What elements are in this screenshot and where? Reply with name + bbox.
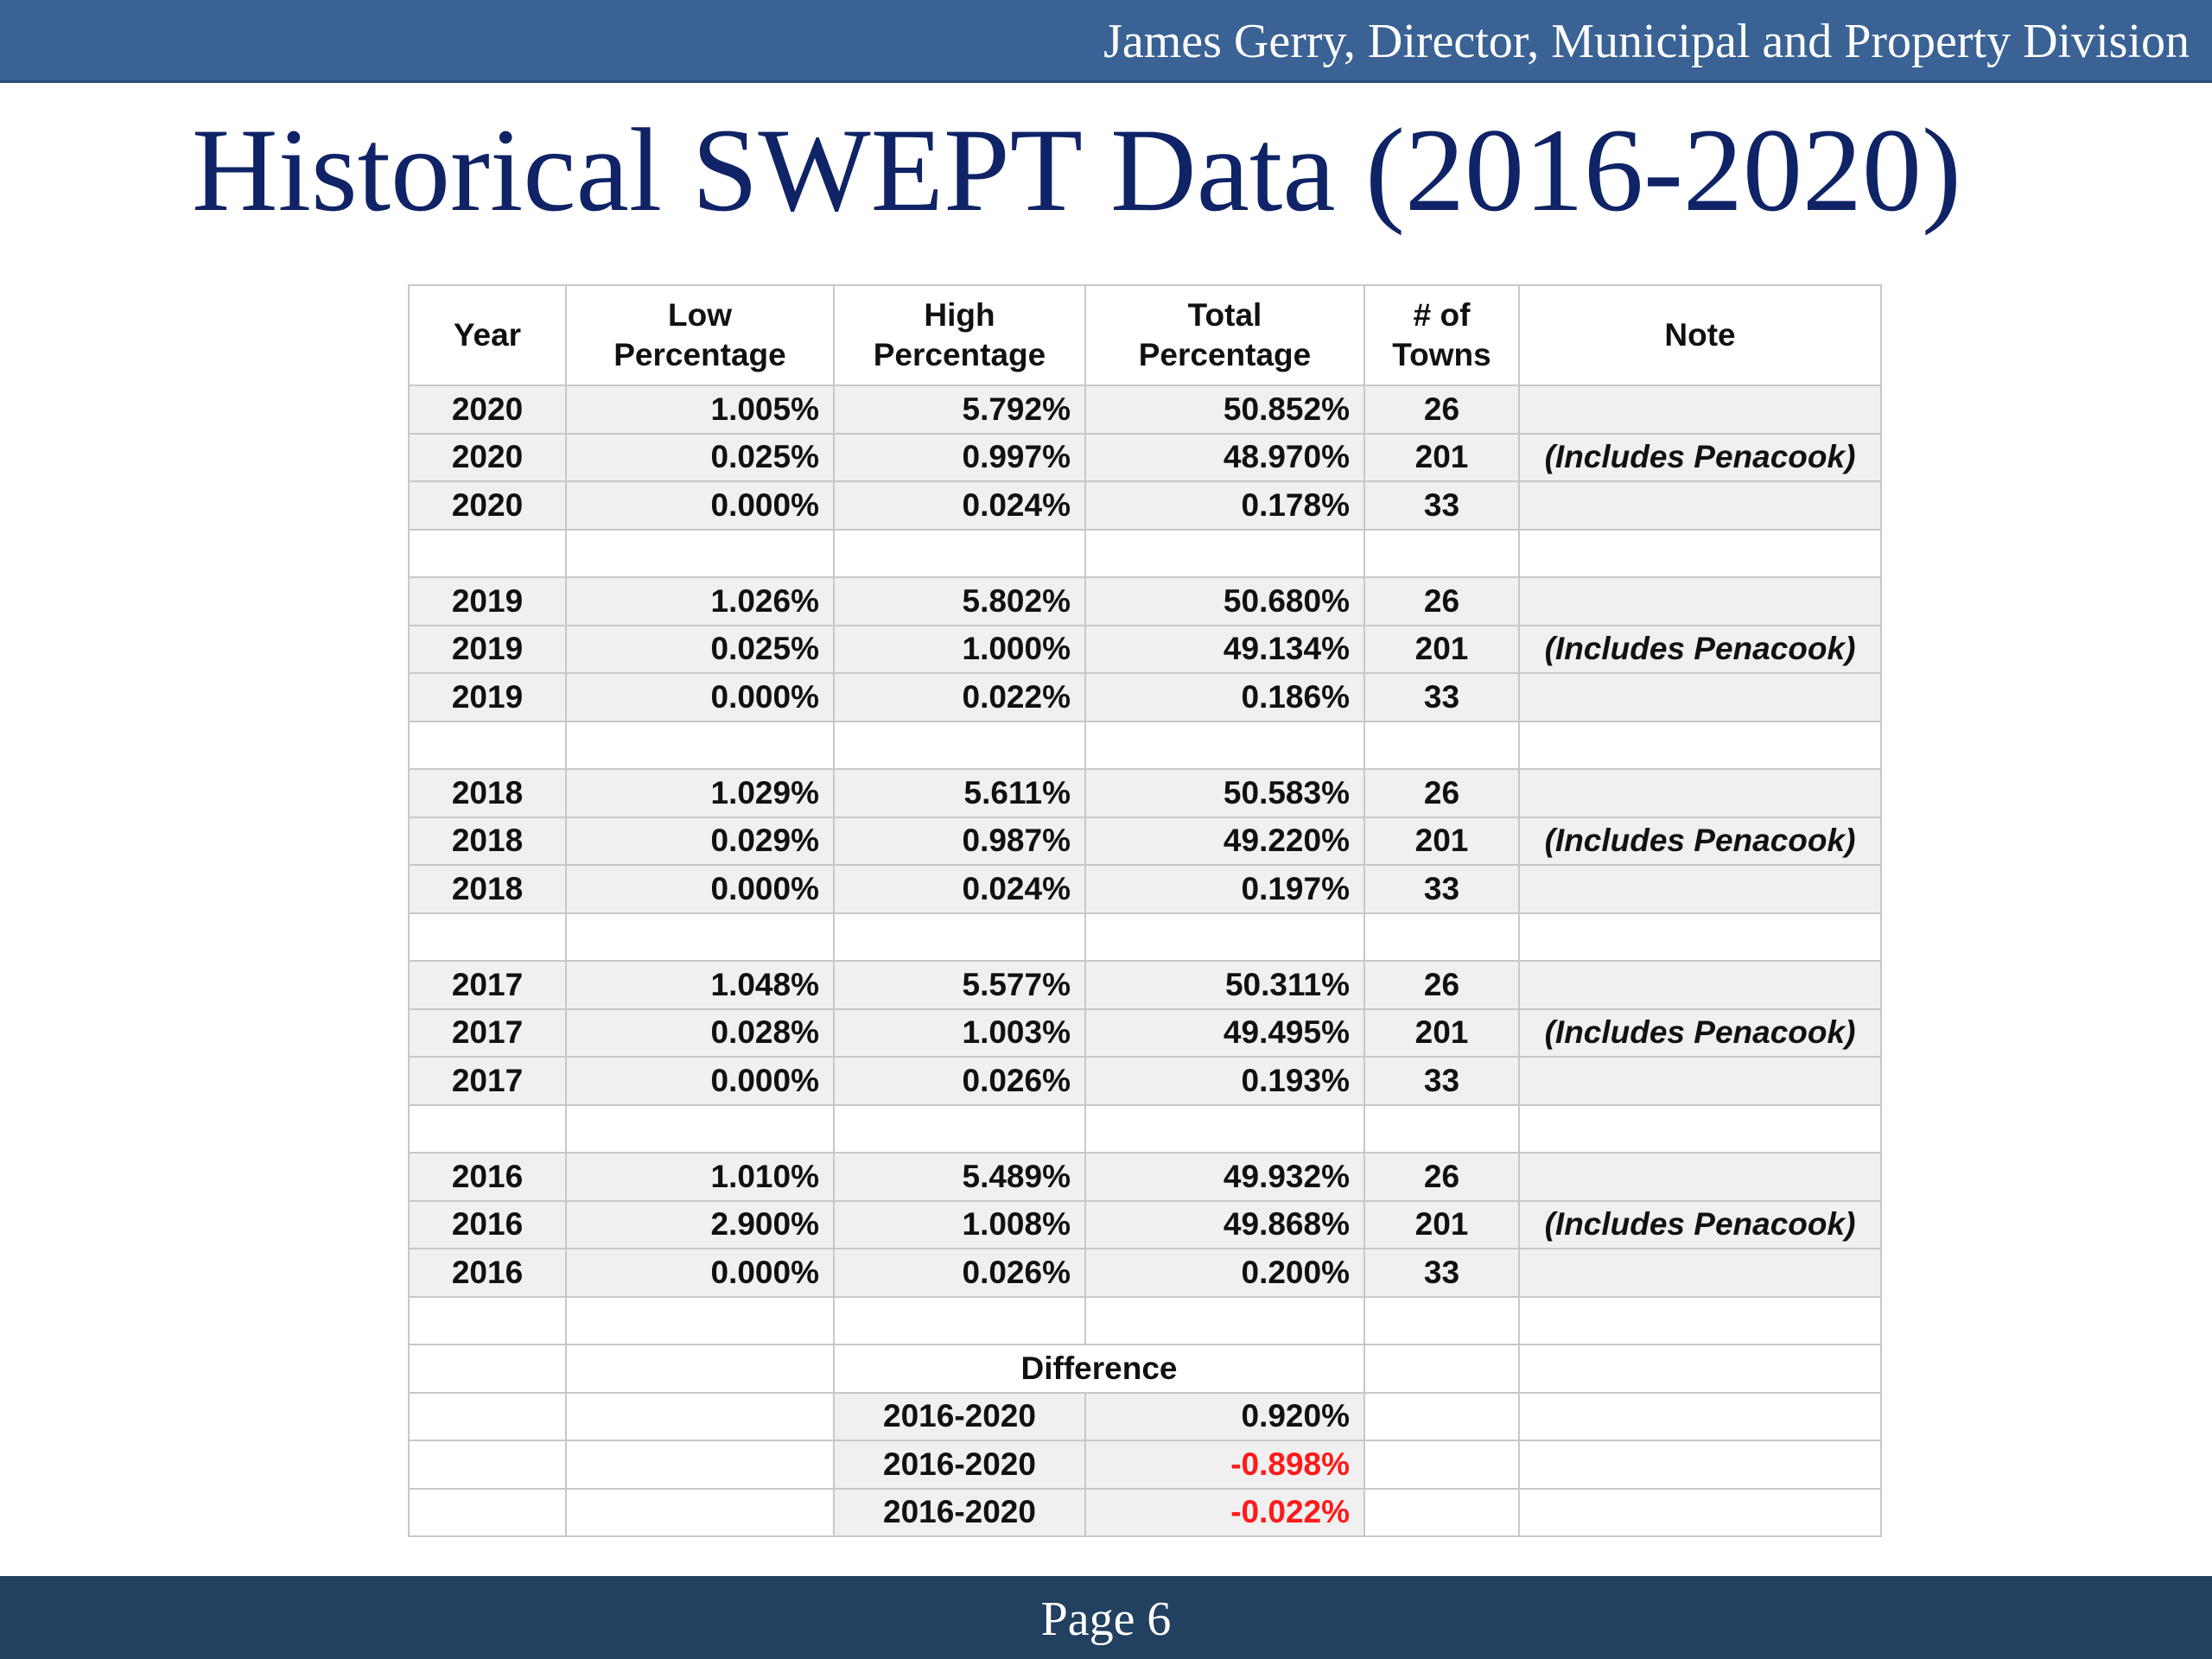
difference-header-row (409, 1344, 1881, 1393)
table-row (409, 1009, 1881, 1058)
column-header: High Percentage (834, 285, 1085, 385)
page-number: Page 6 (1040, 1592, 1172, 1646)
empty-cell (834, 1105, 1085, 1154)
year-cell: 2016 (409, 1153, 566, 1201)
note-cell: (Includes Penacook) (1519, 626, 1881, 674)
spacer-row (409, 1105, 1881, 1154)
difference-row (409, 1393, 1881, 1441)
low-percentage-cell: 1.010% (566, 1153, 834, 1201)
high-percentage-cell: 5.792% (834, 385, 1085, 434)
table-row (409, 769, 1881, 817)
towns-count-cell: 26 (1364, 1153, 1519, 1201)
empty-cell (1364, 1344, 1519, 1393)
empty-cell (1364, 1297, 1519, 1345)
swept-data-table (408, 284, 1882, 1537)
empty-cell (834, 913, 1085, 962)
towns-count-cell: 33 (1364, 673, 1519, 721)
empty-cell (409, 1297, 566, 1345)
high-percentage-cell: 1.000% (834, 626, 1085, 674)
low-percentage-cell: 0.000% (566, 673, 834, 721)
note-cell (1519, 385, 1881, 434)
low-percentage-cell: 1.026% (566, 577, 834, 626)
difference-range-cell: 2016-2020 (834, 1393, 1085, 1441)
towns-count-cell: 201 (1364, 1009, 1519, 1058)
note-cell (1519, 577, 1881, 626)
towns-count-cell: 201 (1364, 434, 1519, 482)
high-percentage-cell: 5.611% (834, 769, 1085, 817)
difference-row (409, 1440, 1881, 1489)
towns-count-cell: 201 (1364, 817, 1519, 866)
table-row (409, 673, 1881, 721)
empty-cell (409, 913, 566, 962)
year-cell: 2019 (409, 626, 566, 674)
note-cell (1519, 673, 1881, 721)
table-body (409, 385, 1881, 1536)
note-cell: (Includes Penacook) (1519, 1201, 1881, 1249)
table-row (409, 1153, 1881, 1201)
note-cell: (Includes Penacook) (1519, 1009, 1881, 1058)
note-cell (1519, 1249, 1881, 1297)
total-percentage-cell: 50.583% (1085, 769, 1364, 817)
empty-cell (1085, 913, 1364, 962)
empty-cell (834, 1297, 1085, 1345)
empty-cell (409, 721, 566, 770)
towns-count-cell: 33 (1364, 1057, 1519, 1105)
empty-cell (1364, 1489, 1519, 1537)
empty-cell (1085, 1297, 1364, 1345)
table-row (409, 481, 1881, 530)
empty-cell (566, 1344, 834, 1393)
difference-value-cell: -0.022% (1085, 1489, 1364, 1537)
difference-value-cell: -0.898% (1085, 1440, 1364, 1489)
total-percentage-cell: 0.200% (1085, 1249, 1364, 1297)
total-percentage-cell: 50.852% (1085, 385, 1364, 434)
difference-label: Difference (834, 1344, 1364, 1393)
empty-cell (409, 1105, 566, 1154)
total-percentage-cell: 49.932% (1085, 1153, 1364, 1201)
table-row (409, 817, 1881, 866)
towns-count-cell: 201 (1364, 626, 1519, 674)
total-percentage-cell: 0.197% (1085, 865, 1364, 913)
table-row (409, 865, 1881, 913)
table-row (409, 385, 1881, 434)
column-header: Low Percentage (566, 285, 834, 385)
note-cell (1519, 481, 1881, 530)
low-percentage-cell: 1.048% (566, 961, 834, 1009)
empty-cell (566, 913, 834, 962)
year-cell: 2017 (409, 1057, 566, 1105)
header-bar (0, 0, 2212, 83)
empty-cell (1519, 1344, 1881, 1393)
table-row (409, 1201, 1881, 1249)
empty-cell (1519, 721, 1881, 770)
footer-bar (0, 1576, 2212, 1659)
year-cell: 2018 (409, 865, 566, 913)
year-cell: 2018 (409, 769, 566, 817)
note-cell: (Includes Penacook) (1519, 817, 1881, 866)
difference-range-cell: 2016-2020 (834, 1489, 1085, 1537)
high-percentage-cell: 0.026% (834, 1249, 1085, 1297)
low-percentage-cell: 2.900% (566, 1201, 834, 1249)
low-percentage-cell: 0.025% (566, 434, 834, 482)
high-percentage-cell: 0.022% (834, 673, 1085, 721)
low-percentage-cell: 1.029% (566, 769, 834, 817)
towns-count-cell: 26 (1364, 577, 1519, 626)
low-percentage-cell: 0.000% (566, 865, 834, 913)
year-cell: 2020 (409, 385, 566, 434)
year-cell: 2019 (409, 673, 566, 721)
empty-cell (1364, 721, 1519, 770)
empty-cell (1519, 1393, 1881, 1441)
table-row (409, 434, 1881, 482)
empty-cell (566, 1440, 834, 1489)
year-cell: 2019 (409, 577, 566, 626)
high-percentage-cell: 5.577% (834, 961, 1085, 1009)
empty-cell (409, 530, 566, 578)
empty-cell (1519, 1105, 1881, 1154)
empty-cell (409, 1440, 566, 1489)
presenter-credit: James Gerry, Director, Municipal and Property Division (1103, 15, 2190, 68)
empty-cell (1364, 1393, 1519, 1441)
low-percentage-cell: 0.028% (566, 1009, 834, 1058)
empty-cell (1085, 1105, 1364, 1154)
year-cell: 2016 (409, 1201, 566, 1249)
high-percentage-cell: 0.026% (834, 1057, 1085, 1105)
table-row (409, 1057, 1881, 1105)
towns-count-cell: 33 (1364, 481, 1519, 530)
high-percentage-cell: 5.802% (834, 577, 1085, 626)
high-percentage-cell: 5.489% (834, 1153, 1085, 1201)
towns-count-cell: 26 (1364, 385, 1519, 434)
empty-cell (834, 721, 1085, 770)
empty-cell (1519, 1297, 1881, 1345)
table-row (409, 1249, 1881, 1297)
high-percentage-cell: 1.008% (834, 1201, 1085, 1249)
year-cell: 2018 (409, 817, 566, 866)
towns-count-cell: 26 (1364, 961, 1519, 1009)
empty-cell (1364, 913, 1519, 962)
note-cell (1519, 1057, 1881, 1105)
difference-value-cell: 0.920% (1085, 1393, 1364, 1441)
slide-title: Historical SWEPT Data (2016-2020) (192, 104, 1961, 236)
empty-cell (1519, 530, 1881, 578)
total-percentage-cell: 0.193% (1085, 1057, 1364, 1105)
column-header: Year (409, 285, 566, 385)
table-row (409, 577, 1881, 626)
towns-count-cell: 33 (1364, 865, 1519, 913)
difference-range-cell: 2016-2020 (834, 1440, 1085, 1489)
column-header: Total Percentage (1085, 285, 1364, 385)
low-percentage-cell: 0.025% (566, 626, 834, 674)
note-cell (1519, 961, 1881, 1009)
total-percentage-cell: 49.495% (1085, 1009, 1364, 1058)
low-percentage-cell: 0.000% (566, 481, 834, 530)
empty-cell (566, 1489, 834, 1537)
empty-cell (1364, 530, 1519, 578)
column-header: Note (1519, 285, 1881, 385)
empty-cell (1519, 1489, 1881, 1537)
spacer-row (409, 913, 1881, 962)
year-cell: 2017 (409, 1009, 566, 1058)
empty-cell (409, 1344, 566, 1393)
table-row (409, 961, 1881, 1009)
total-percentage-cell: 50.311% (1085, 961, 1364, 1009)
towns-count-cell: 201 (1364, 1201, 1519, 1249)
empty-cell (566, 1297, 834, 1345)
low-percentage-cell: 1.005% (566, 385, 834, 434)
empty-cell (1519, 1440, 1881, 1489)
high-percentage-cell: 1.003% (834, 1009, 1085, 1058)
empty-cell (1085, 530, 1364, 578)
empty-cell (409, 1393, 566, 1441)
note-cell (1519, 865, 1881, 913)
high-percentage-cell: 0.024% (834, 481, 1085, 530)
total-percentage-cell: 0.186% (1085, 673, 1364, 721)
note-cell (1519, 769, 1881, 817)
column-header: # of Towns (1364, 285, 1519, 385)
note-cell: (Includes Penacook) (1519, 434, 1881, 482)
total-percentage-cell: 49.868% (1085, 1201, 1364, 1249)
year-cell: 2017 (409, 961, 566, 1009)
empty-cell (566, 530, 834, 578)
low-percentage-cell: 0.000% (566, 1249, 834, 1297)
total-percentage-cell: 49.134% (1085, 626, 1364, 674)
total-percentage-cell: 0.178% (1085, 481, 1364, 530)
total-percentage-cell: 50.680% (1085, 577, 1364, 626)
low-percentage-cell: 0.029% (566, 817, 834, 866)
spacer-row (409, 721, 1881, 770)
empty-cell (834, 530, 1085, 578)
total-percentage-cell: 49.220% (1085, 817, 1364, 866)
total-percentage-cell: 48.970% (1085, 434, 1364, 482)
empty-cell (566, 1105, 834, 1154)
spacer-row (409, 1297, 1881, 1345)
year-cell: 2020 (409, 434, 566, 482)
empty-cell (1364, 1440, 1519, 1489)
empty-cell (566, 1393, 834, 1441)
high-percentage-cell: 0.024% (834, 865, 1085, 913)
towns-count-cell: 26 (1364, 769, 1519, 817)
low-percentage-cell: 0.000% (566, 1057, 834, 1105)
high-percentage-cell: 0.987% (834, 817, 1085, 866)
empty-cell (1364, 1105, 1519, 1154)
towns-count-cell: 33 (1364, 1249, 1519, 1297)
difference-row (409, 1489, 1881, 1537)
note-cell (1519, 1153, 1881, 1201)
empty-cell (1519, 913, 1881, 962)
empty-cell (1085, 721, 1364, 770)
empty-cell (409, 1489, 566, 1537)
spacer-row (409, 530, 1881, 578)
year-cell: 2020 (409, 481, 566, 530)
table-header-row (409, 285, 1881, 385)
high-percentage-cell: 0.997% (834, 434, 1085, 482)
table-row (409, 626, 1881, 674)
year-cell: 2016 (409, 1249, 566, 1297)
empty-cell (566, 721, 834, 770)
